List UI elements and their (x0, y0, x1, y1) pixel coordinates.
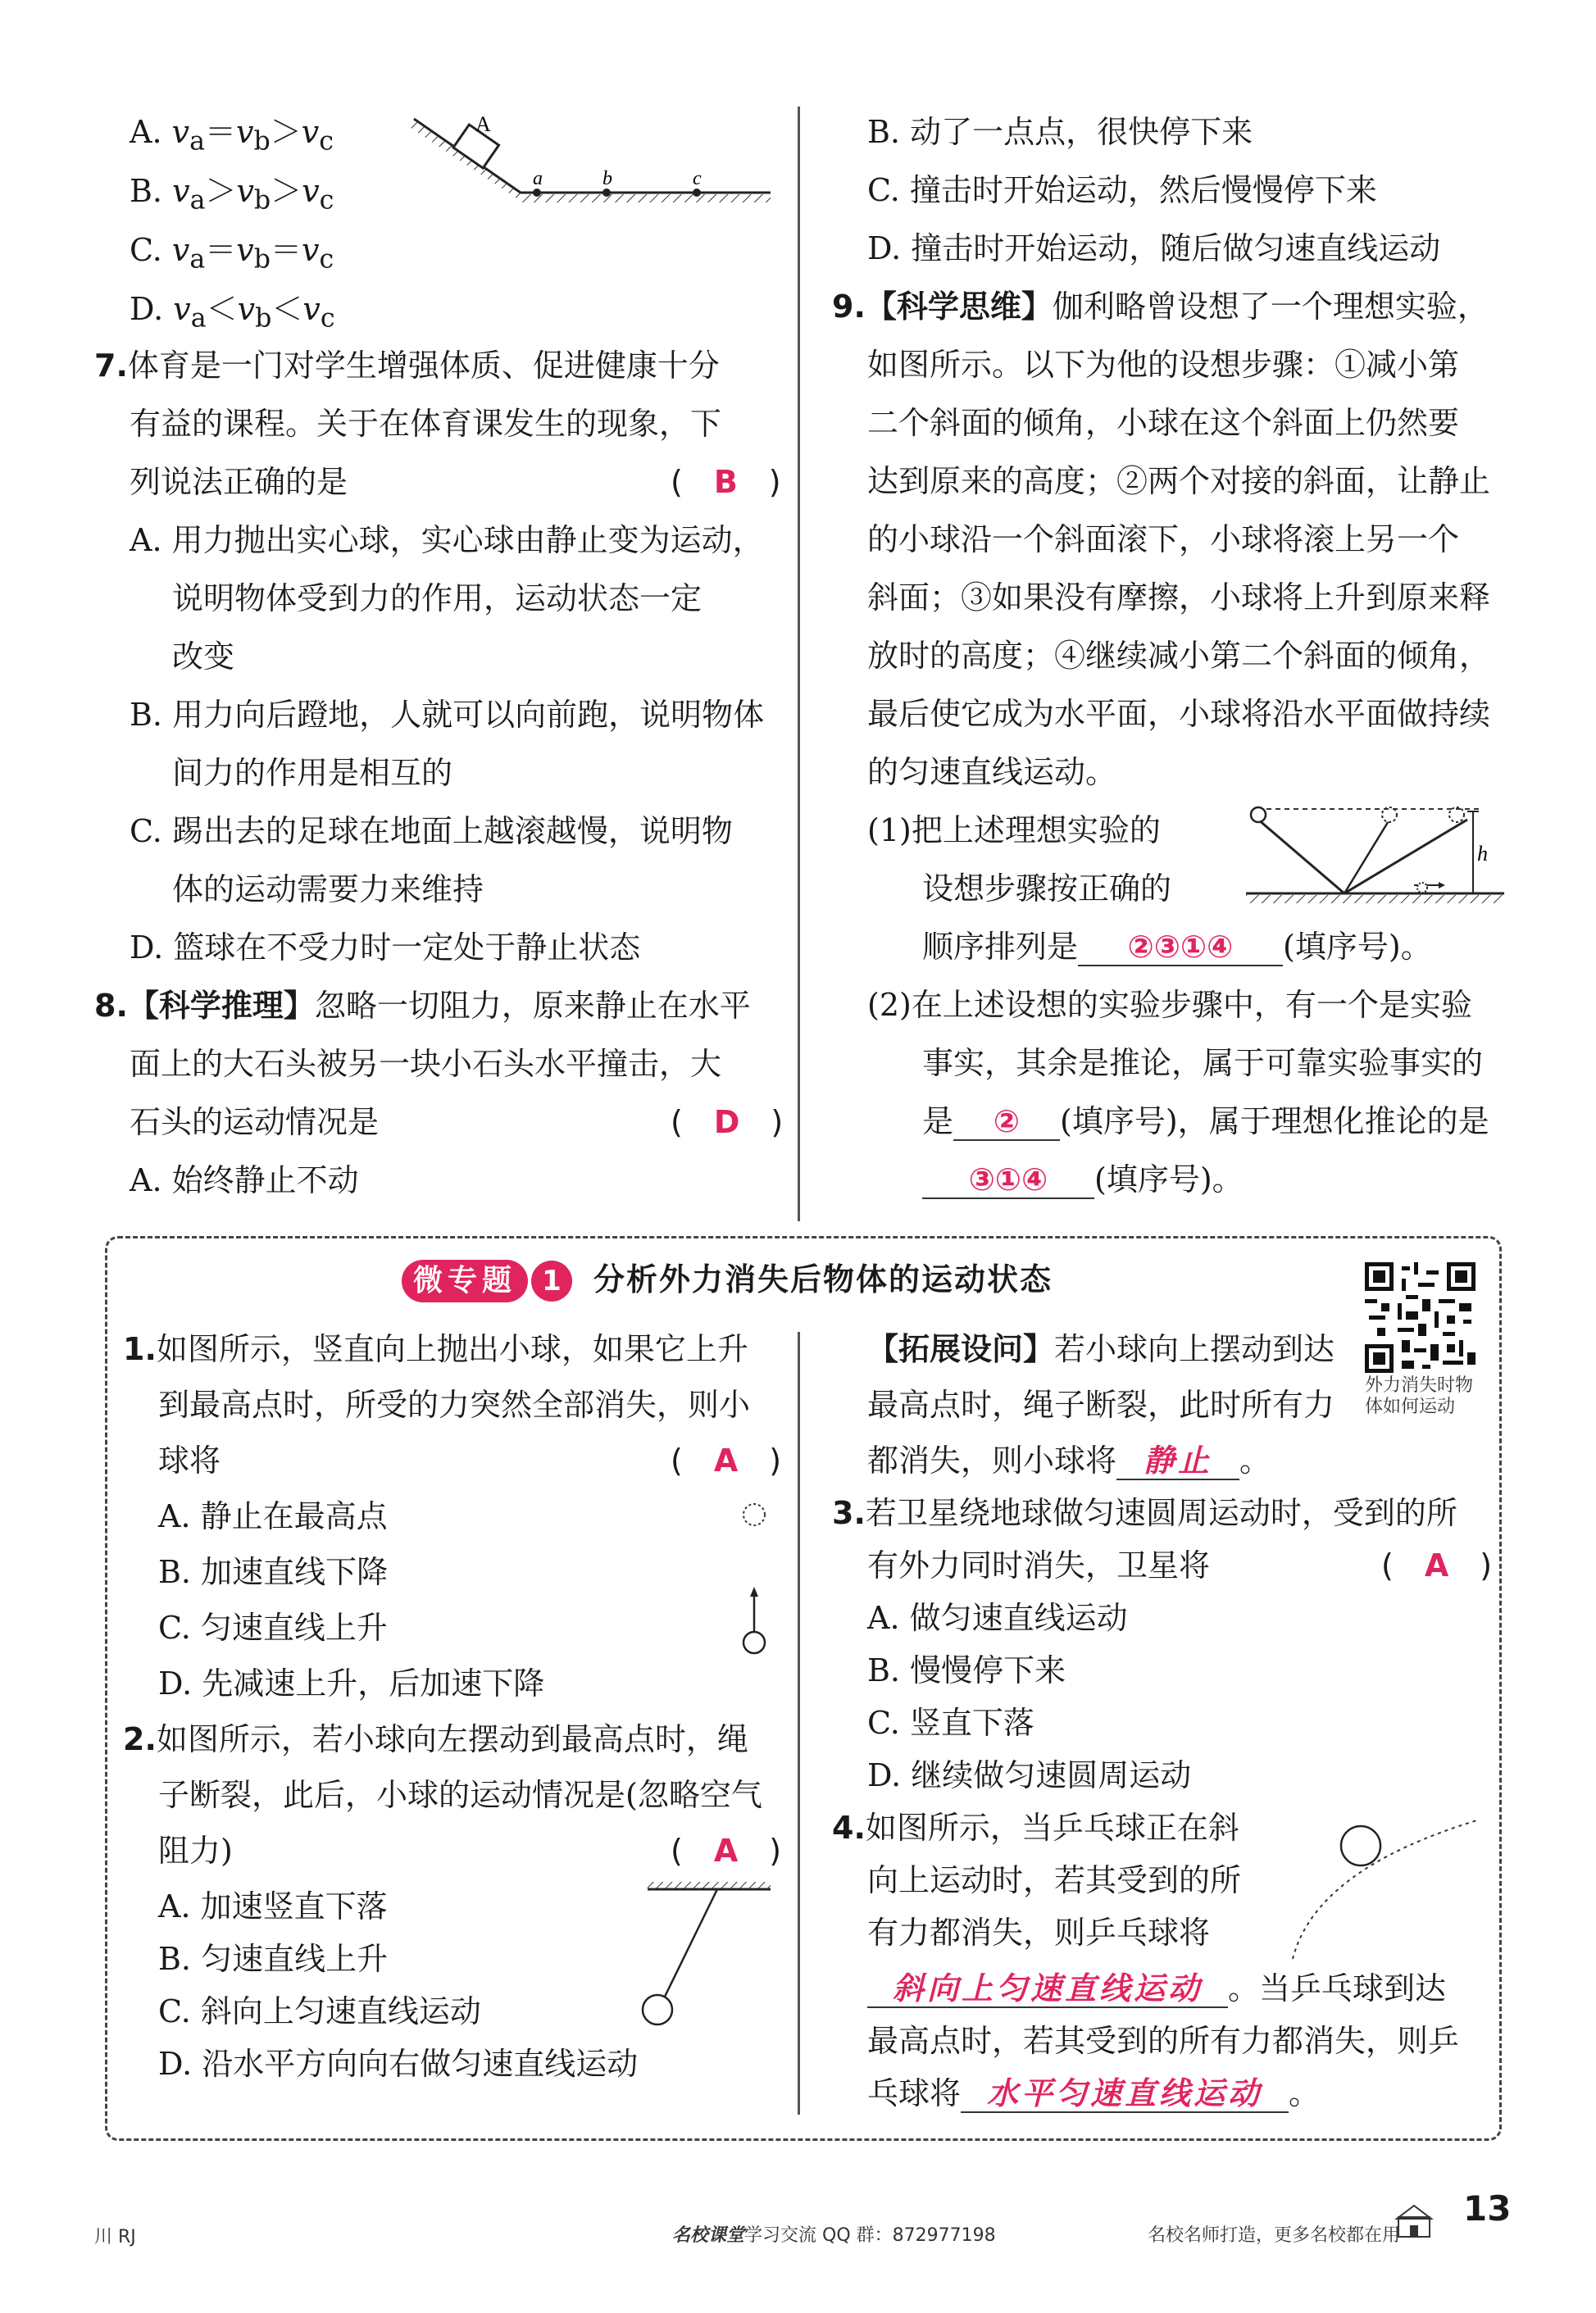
q8-option-d: D. 撞击时开始运动，随后做匀速直线运动 (867, 230, 1441, 266)
topic-banner (402, 1254, 1053, 1302)
t2-option-c: C. 斜向上匀速直线运动 (158, 1993, 481, 2029)
q8-line-1: 8.【科学推理】忽略一切阻力，原来静止在水平 (94, 987, 751, 1024)
svg-text:c: c (693, 168, 702, 189)
footer-edition: 川 RJ (94, 2227, 136, 2247)
ext-line-2: 最高点时，绳子断裂，此时所有力 (867, 1387, 1335, 1423)
page-number: 13 (1463, 2188, 1512, 2229)
svg-text:h: h (1477, 842, 1488, 866)
t4-pingpong-figure (1283, 1803, 1496, 1967)
q6-option-d: D. $v_a<v_b<v_c$ (130, 291, 335, 334)
q9-p2-line-1: (2)在上述设想的实验步骤中，有一个是实验 (867, 987, 1472, 1023)
q9-line-2: 如图所示。以下为他的设想步骤：①减小第 (867, 347, 1460, 383)
t1-answer: ( A ) (671, 1443, 782, 1479)
svg-text:b: b (602, 168, 612, 189)
t3-line-1: 3.若卫星绕地球做匀速圆周运动时，受到的所 (832, 1495, 1457, 1531)
q7-option-c-2: 体的运动需要力来维持 (172, 871, 484, 907)
q7-line-3: 列说法正确的是 (130, 464, 348, 500)
svg-text:A: A (475, 112, 491, 136)
topic-column-divider (798, 1332, 800, 2115)
q7-option-b-2: 间力的作用是相互的 (172, 755, 453, 791)
q7-line-2: 有益的课程。关于在体育课发生的现象，下 (130, 406, 722, 442)
qr-code-icon[interactable] (1365, 1262, 1476, 1373)
t2-answer: ( A ) (671, 1833, 782, 1869)
t1-ball-figure (734, 1498, 775, 1662)
q7-option-d: D. 篮球在不受力时一定处于静止状态 (130, 929, 641, 966)
q9-line-9: 的匀速直线运动。 (867, 754, 1117, 790)
t2-option-b: B. 匀速直线上升 (158, 1941, 389, 1977)
q9-line-4: 达到原来的高度；②两个对接的斜面，让静止 (867, 463, 1491, 499)
q9-galileo-figure (1234, 803, 1512, 910)
t2-line-3: 阻力) (158, 1833, 233, 1869)
q9-line-1: 9.【科学思维】伽利略曾设想了一个理想实验， (832, 288, 1489, 325)
q8-option-a: A. 始终静止不动 (130, 1162, 359, 1198)
t1-option-b: B. 加速直线下降 (158, 1554, 389, 1590)
q7-option-b-1: B. 用力向后蹬地，人就可以向前跑，说明物体 (130, 697, 765, 733)
t2-line-1: 2.如图所示，若小球向左摆动到最高点时，绳 (123, 1721, 748, 1757)
t1-line-2: 到最高点时，所受的力突然全部消失，则小 (158, 1387, 751, 1423)
t2-option-d: D. 沿水平方向向右做匀速直线运动 (158, 2046, 639, 2082)
q9-p1-line-1: (1)把上述理想实验的 (867, 812, 1161, 848)
t4-line-4: 斜向上匀速直线运动 。当乒乓球到达 (867, 1967, 1446, 2010)
t2-pendulum-figure (639, 1877, 779, 2041)
q8-line-2: 面上的大石头被另一块小石头水平撞击，大 (130, 1046, 722, 1082)
q6-incline-figure (406, 98, 783, 213)
t3-answer: ( A ) (1381, 1547, 1493, 1584)
t4-line-1: 4.如图所示，当乒乓球正在斜 (832, 1810, 1239, 1846)
t4-line-6: 乓球将 水平匀速直线运动 。 (867, 2075, 1321, 2111)
t4-line-3: 有力都消失，则乒乓球将 (867, 1915, 1211, 1951)
column-divider (798, 107, 800, 1221)
t1-option-c: C. 匀速直线上升 (158, 1610, 388, 1646)
t4-line-2: 向上运动时，若其受到的所 (867, 1862, 1242, 1898)
t3-option-d: D. 继续做匀速圆周运动 (867, 1757, 1192, 1793)
topic-number: 1 (531, 1261, 572, 1302)
t3-option-c: C. 竖直下落 (867, 1705, 1034, 1741)
ext-line-1: 【拓展设问】若小球向上摆动到达 (867, 1330, 1335, 1367)
q9-line-8: 最后使它成为水平面，小球将沿水平面做持续 (867, 696, 1491, 732)
q8-option-c: C. 撞击时开始运动，然后慢慢停下来 (867, 172, 1377, 208)
footer-center: 名校课堂学习交流 QQ 群：872977198 (672, 2225, 996, 2246)
q8-option-b: B. 动了一点点，很快停下来 (867, 114, 1253, 150)
brand-logo-icon (1394, 2201, 1435, 2242)
ext-line-3: 都消失，则小球将 静止 。 (867, 1443, 1271, 1479)
q9-line-3: 二个斜面的倾角，小球在这个斜面上仍然要 (867, 405, 1460, 441)
q9-p1-line-2: 设想步骤按正确的 (922, 870, 1172, 907)
q7-option-a-3: 改变 (172, 638, 235, 675)
t2-option-a: A. 加速竖直下落 (158, 1888, 388, 1924)
t3-line-2: 有外力同时消失，卫星将 (867, 1547, 1211, 1584)
q7-option-c-1: C. 踢出去的足球在地面上越滚越慢，说明物 (130, 813, 733, 849)
footer-slogan: 名校名师打造，更多名校都在用 (1148, 2225, 1401, 2246)
q7-option-a-1: A. 用力抛出实心球，实心球由静止变为运动， (130, 522, 764, 558)
t2-line-2: 子断裂，此后，小球的运动情况是(忽略空气 (158, 1777, 762, 1813)
q7-option-a-2: 说明物体受到力的作用，运动状态一定 (172, 580, 703, 616)
t1-line-1: 1.如图所示，竖直向上抛出小球，如果它上升 (123, 1331, 748, 1367)
t1-option-a: A. 静止在最高点 (158, 1498, 388, 1534)
q9-line-7: 放时的高度；④继续减小第二个斜面的倾角， (867, 638, 1491, 674)
t3-option-b: B. 慢慢停下来 (867, 1652, 1066, 1688)
q9-p2-line-4: ③①④ (填序号)。 (922, 1158, 1244, 1201)
topic-pill: 微专题 (402, 1260, 528, 1302)
q9-line-5: 的小球沿一个斜面滚下，小球将滚上另一个 (867, 521, 1460, 557)
qr-caption: 外力消失时物 体如何运动 (1365, 1375, 1474, 1417)
q8-line-3: 石头的运动情况是 (130, 1104, 380, 1140)
q9-p1-line-3: 顺序排列是 ②③①④ (填序号)。 (922, 929, 1432, 965)
q7-line-1: 7.体育是一门对学生增强体质、促进健康十分 (94, 348, 720, 384)
q9-p2-line-3: 是 ② (填序号)，属于理想化推论的是 (922, 1103, 1489, 1139)
t1-line-3: 球将 (158, 1443, 221, 1479)
t3-option-a: A. 做匀速直线运动 (867, 1600, 1128, 1636)
q9-line-6: 斜面；③如果没有摩擦，小球将上升到原来释 (867, 579, 1491, 616)
t4-line-5: 最高点时，若其受到的所有力都消失，则乒 (867, 2023, 1460, 2059)
q6-option-b: B. $v_a>v_b>v_c$ (130, 173, 334, 216)
q7-answer: ( B ) (671, 464, 781, 500)
q6-option-c: C. $v_a=v_b=v_c$ (130, 232, 334, 275)
svg-text:a: a (533, 168, 543, 189)
topic-title: 分析外力消失后物体的运动状态 (593, 1261, 1053, 1297)
q9-p2-line-2: 事实，其余是推论，属于可靠实验事实的 (922, 1045, 1484, 1081)
q8-answer: ( D ) (671, 1104, 784, 1140)
t1-option-d: D. 先减速上升，后加速下降 (158, 1665, 545, 1702)
q6-option-a: A. $v_a=v_b>v_c$ (130, 114, 334, 157)
